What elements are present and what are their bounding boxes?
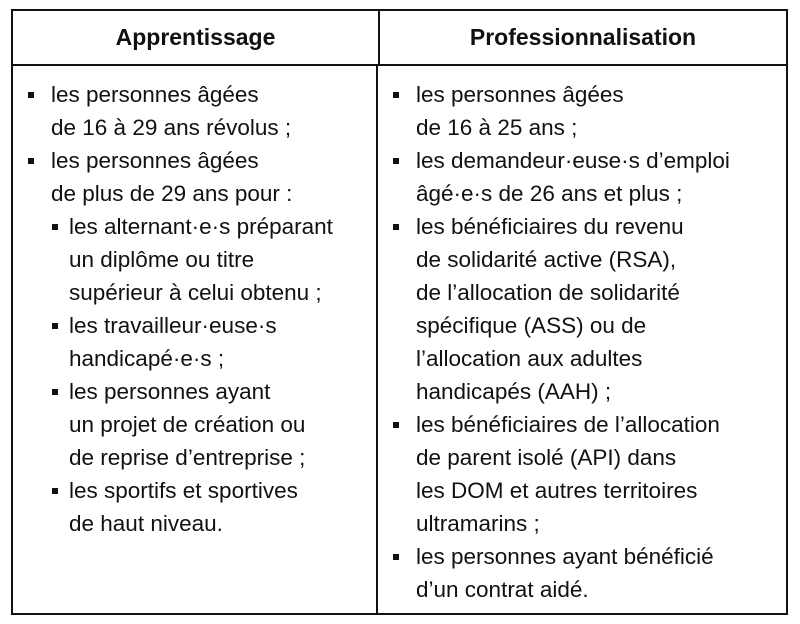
- bullet-icon: [393, 92, 399, 98]
- table-header-row: [13, 11, 786, 66]
- list-item: [25, 144, 376, 210]
- comparison-table: [11, 9, 788, 615]
- list-item-line: de parent isolé (API) dans: [416, 445, 677, 470]
- sub-list-item: [25, 474, 376, 540]
- list-item-line: de solidarité active (RSA),: [416, 247, 677, 272]
- sub-list-item: [25, 309, 376, 375]
- bullet-icon: [28, 92, 34, 98]
- list-item: [390, 78, 786, 144]
- list-item-line: les sportifs et sportives: [69, 478, 298, 503]
- list-item: [390, 144, 786, 210]
- bullet-icon: [393, 158, 399, 164]
- sub-list-item: [25, 375, 376, 474]
- bullet-icon: [52, 488, 58, 494]
- list-item: [390, 408, 786, 540]
- bullet-icon: [28, 158, 34, 164]
- list-item: [390, 540, 786, 606]
- list-item-line: les bénéficiaires du revenu: [416, 214, 684, 239]
- header-apprentissage: Apprentissage: [13, 11, 380, 64]
- list-item-line: d’un contrat aidé.: [416, 577, 589, 602]
- list-item-line: handicapés (AAH) ;: [416, 379, 612, 404]
- list-item-line: les demandeur·euse·s d’emploi: [416, 148, 730, 173]
- list-item-line: de haut niveau.: [69, 511, 223, 536]
- list-item-line: supérieur à celui obtenu ;: [69, 280, 322, 305]
- list-item-line: de 16 à 29 ans révolus ;: [51, 115, 292, 140]
- list-item-line: de reprise d’entreprise ;: [69, 445, 306, 470]
- apprentissage-column: [13, 66, 378, 613]
- bullet-icon: [393, 224, 399, 230]
- list-item-line: les personnes ayant bénéficié: [416, 544, 714, 569]
- sub-list-item: [25, 210, 376, 309]
- list-item-line: les personnes âgées: [416, 82, 624, 107]
- list-item-line: les personnes âgées: [51, 82, 259, 107]
- sub-list: [25, 210, 376, 540]
- bullet-icon: [52, 323, 58, 329]
- professionnalisation-column: [378, 66, 786, 613]
- list-item-line: de 16 à 25 ans ;: [416, 115, 578, 140]
- bullet-icon: [52, 389, 58, 395]
- list-item-line: les personnes ayant: [69, 379, 271, 404]
- header-professionnalisation: Professionnalisation: [469, 24, 697, 50]
- list-item-line: de plus de 29 ans pour :: [51, 181, 293, 206]
- list-item-line: un projet de création ou: [69, 412, 306, 437]
- bullet-icon: [393, 554, 399, 560]
- list-item: [390, 210, 786, 408]
- list-item-line: les travailleur·euse·s: [69, 313, 277, 338]
- list-item: [25, 78, 376, 144]
- list-item-line: les personnes âgées: [51, 148, 259, 173]
- list-item-line: les DOM et autres territoires: [416, 478, 698, 503]
- table-body-row: [13, 66, 786, 613]
- bullet-icon: [393, 422, 399, 428]
- list-item-line: les alternant·e·s préparant: [69, 214, 333, 239]
- list-item-line: de l’allocation de solidarité: [416, 280, 680, 305]
- list-item-line: ultramarins ;: [416, 511, 540, 536]
- bullet-icon: [52, 224, 58, 230]
- list-item-line: spécifique (ASS) ou de: [416, 313, 647, 338]
- list-item-line: handicapé·e·s ;: [69, 346, 225, 371]
- list-item-line: l’allocation aux adultes: [416, 346, 643, 371]
- list-item-line: âgé·e·s de 26 ans et plus ;: [416, 181, 683, 206]
- list-item-line: un diplôme ou titre: [69, 247, 255, 272]
- list-item-line: les bénéficiaires de l’allocation: [416, 412, 720, 437]
